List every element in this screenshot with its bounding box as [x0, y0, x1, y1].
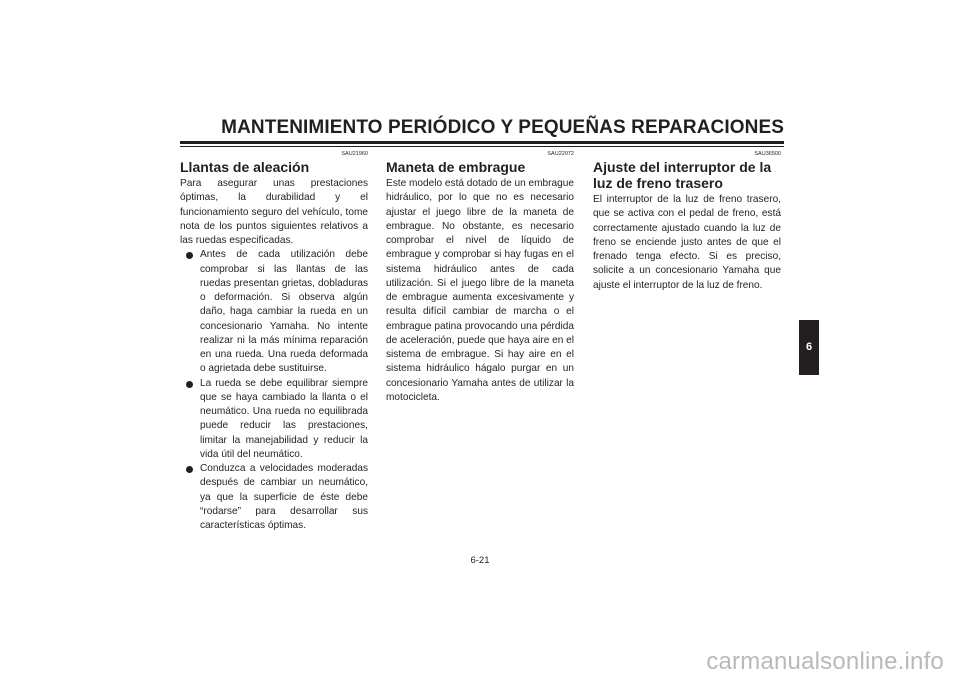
bullet-text: Antes de cada utilización debe comprobar si las llantas de las ruedas presentan grietas, dobladuras o deformación. Si observa algún daño, haga cambiar la rueda en un concesionario Yamaha. No intente realizar ni la más mínima reparación en una rueda. Una rueda deformada o agrietada debe sustituirse.	[200, 249, 368, 375]
bullet-text: Conduzca a velocidades moderadas después de cambiar un neumático, ya que la superficie de éste debe “rodarse” para desarrollar sus características óptimas.	[200, 463, 368, 531]
section-code: SAU22072	[547, 151, 574, 157]
section-paragraph: El interruptor de la luz de freno trasero, que se activa con el pedal de freno, está correctamente ajustado cuando la luz de freno se enciende justo antes de que el frenado tenga efecto. Si es preciso, solicite a un concesionario Yamaha que ajuste el interruptor de la luz de freno.	[593, 194, 781, 291]
bullet-dot-icon	[186, 381, 193, 388]
section-paragraph: Para asegurar unas prestaciones óptimas, la durabilidad y el funcionamiento seguro del vehículo, tome nota de los puntos siguientes relativos a las ruedas especificadas.	[180, 178, 368, 246]
chapter-tab: 6	[799, 320, 819, 375]
column-brake-light-switch	[593, 151, 781, 293]
bullet-list	[180, 248, 368, 533]
header-rule	[180, 141, 784, 144]
column-alloy-wheels	[180, 151, 368, 533]
page-number: 6-21	[470, 555, 490, 566]
bullet-text: La rueda se debe equilibrar siempre que se haya cambiado la llanta o el neumático. Una rueda no equilibrada puede reducir las prestaciones, limitar la manejabilidad y reducir la vida útil del neumático.	[200, 377, 368, 460]
section-code: SAU36500	[754, 151, 781, 157]
page-header-title: MANTENIMIENTO PERIÓDICO Y PEQUEÑAS REPARACIONES	[221, 117, 784, 138]
header-rule-thin	[180, 146, 784, 147]
section-title-alloy-wheels: Llantas de aleación	[180, 159, 310, 175]
bullet-dot-icon	[186, 252, 193, 259]
section-code: SAU21960	[341, 151, 368, 157]
bullet-item	[180, 462, 368, 533]
bullet-item	[180, 377, 368, 463]
section-title-brake-light-switch: Ajuste del interruptor de la luz de freno trasero	[593, 159, 772, 191]
watermark: carmanualsonline.info	[706, 648, 944, 675]
section-title-clutch-lever: Maneta de embrague	[386, 159, 526, 175]
section-paragraph: Este modelo está dotado de un embrague hidráulico, por lo que no es necesario ajustar el juego libre de la maneta de embrague. No obstante, es necesario comprobar el nivel de líquido de embrague y comprobar si hay fugas en el sistema hidráulico antes de cada utilización. Si el juego libre de la maneta de embrague aumenta excesivamente y resulta difícil cambiar de marcha o el embrague patina provocando una pérdida de aceleración, puede que haya aire en el sistema de embrague. Si hay aire en el sistema hidráulico hágalo purgar en un concesionario Yamaha antes de utilizar la motocicleta.	[386, 178, 574, 403]
bullet-item	[180, 248, 368, 376]
bullet-dot-icon	[186, 466, 193, 473]
column-clutch-lever	[386, 151, 574, 405]
